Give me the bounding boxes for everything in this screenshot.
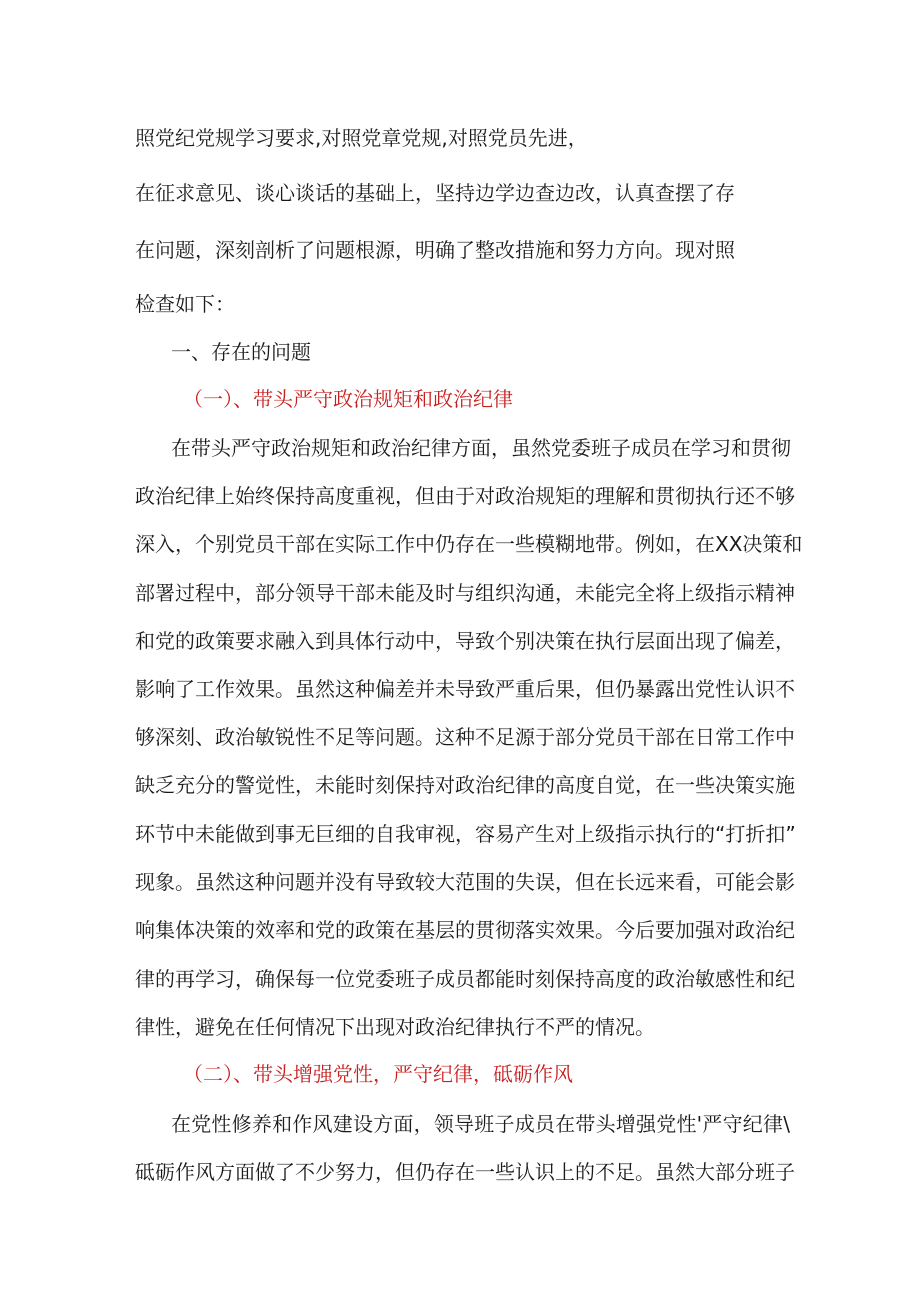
para1-line-10: 现象。虽然这种问题并没有导致较大范围的失误，但在长远来看，可能会影 xyxy=(135,870,795,894)
para1-line-5: 和党的政策要求融入到具体行动中，导致个别决策在执行层面出现了偏差， xyxy=(135,629,795,653)
para1-line-6: 影响了工作效果。虽然这种偏差并未导致严重后果，但仍暴露出党性认识不 xyxy=(135,677,795,701)
intro-line-4: 检查如下： xyxy=(135,292,235,316)
para1-line-2: 政治纪律上始终保持高度重视，但由于对政治规矩的理解和贯彻执行还不够 xyxy=(135,484,795,508)
intro-line-2: 在征求意见、谈心谈话的基础上，坚持边学边查边改，认真查摆了存 xyxy=(135,181,735,205)
para1-line-12: 律的再学习，确保每一位党委班子成员都能时刻保持高度的政治敏感性和纪 xyxy=(135,967,795,991)
para1-line-11: 响集体决策的效率和党的政策在基层的贯彻落实效果。今后要加强对政治纪 xyxy=(135,918,795,942)
para1-line-8: 缺乏充分的警觉性，未能时刻保持对政治纪律的高度自觉，在一些决策实施 xyxy=(135,773,795,797)
para2-line-1: 在党性修养和作风建设方面，领导班子成员在带头增强党性'严守纪律\ xyxy=(171,1112,790,1136)
para1-line-7: 够深刻、政治敏锐性不足等问题。这种不足源于部分党员干部在日常工作中 xyxy=(135,725,795,749)
para1-line-1: 在带头严守政治规矩和政治纪律方面，虽然党委班子成员在学习和贯彻 xyxy=(171,436,791,460)
para1-line-9: 环节中未能做到事无巨细的自我审视，容易产生对上级指示执行的“打折扣” xyxy=(135,822,796,846)
para1-line-3: 深入，个别党员干部在实际工作中仍存在一些模糊地带。例如，在XX决策和 xyxy=(135,532,803,556)
section-heading: 一、存在的问题 xyxy=(171,340,311,364)
subsection-heading-1: （一）、带头严守政治规矩和政治纪律 xyxy=(183,387,513,411)
subsection-heading-2: （二）、带头增强党性，严守纪律，砥砺作风 xyxy=(183,1062,573,1086)
intro-line-1: 照党纪党规学习要求,对照党章党规,对照党员先进， xyxy=(135,126,588,150)
intro-line-3: 在问题，深刻剖析了问题根源，明确了整改措施和努力方向。现对照 xyxy=(135,238,735,262)
para2-line-2: 砥砺作风方面做了不少努力，但仍存在一些认识上的不足。虽然大部分班子 xyxy=(135,1160,795,1184)
para1-line-13: 律性，避免在任何情况下出现对政治纪律执行不严的情况。 xyxy=(135,1015,655,1039)
para1-line-4: 部署过程中，部分领导干部未能及时与组织沟通，未能完全将上级指示精神 xyxy=(135,581,795,605)
